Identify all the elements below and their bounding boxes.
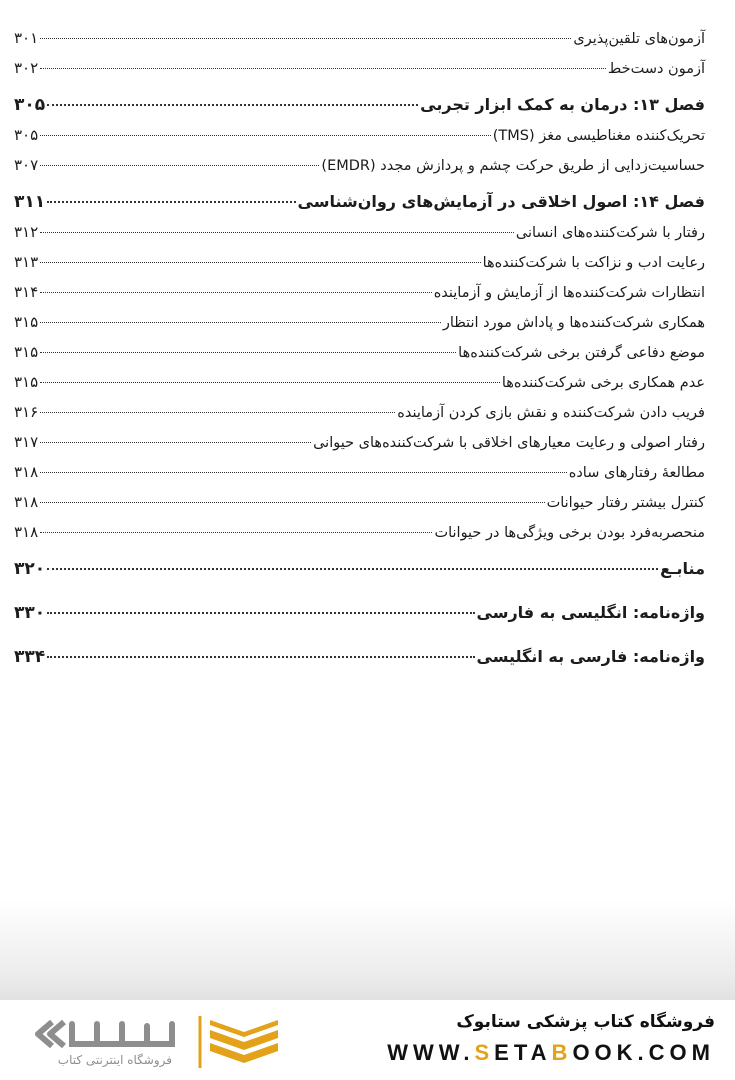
toc-chapter-row[interactable] [14, 554, 705, 584]
dot-leader [40, 502, 544, 503]
page-number: ۳۱۶ [14, 403, 39, 421]
dot-leader [40, 292, 432, 293]
url-part: OOK.COM [572, 1040, 715, 1065]
toc-entry-row[interactable] [14, 517, 705, 547]
toc-entry-row[interactable] [14, 337, 705, 367]
entry-title: مطالعۀ رفتارهای ساده [568, 465, 705, 481]
page-number: ۳۰۷ [14, 156, 39, 174]
store-name: فروشگاه کتاب پزشکی ستابوک [456, 1012, 715, 1032]
dot-leader [40, 352, 456, 353]
toc-chapter-row[interactable] [14, 90, 705, 120]
page-number: ۳۱۷ [14, 433, 39, 451]
page-number: ۳۰۵ [14, 126, 39, 144]
dot-leader [40, 322, 441, 323]
spacer [14, 628, 705, 642]
entry-title: کنترل بیشتر رفتار حیوانات [546, 495, 705, 511]
url-part: ETA [494, 1040, 552, 1065]
setabook-logo [22, 1012, 302, 1072]
page-number: ۳۱۵ [14, 373, 39, 391]
store-url[interactable] [387, 1040, 715, 1066]
entry-title: موضع دفاعی گرفتن برخی شرکت‌کننده‌ها [458, 345, 705, 361]
page-number: ۳۰۵ [14, 95, 46, 115]
url-highlight: S [474, 1040, 495, 1065]
entry-title: تحریک‌کننده مغناطیسی مغز (TMS) [492, 128, 705, 144]
dot-leader [47, 612, 474, 614]
dot-leader [47, 104, 418, 106]
toc-entry-row[interactable] [14, 307, 705, 337]
chapter-title: واژه‌نامه: انگلیسی به فارسی [476, 603, 705, 622]
logo-tagline: فروشگاه اینترنتی کتاب [57, 1053, 172, 1067]
toc-entry-row[interactable] [14, 120, 705, 150]
toc-entry-row[interactable] [14, 427, 705, 457]
toc-entry-row[interactable] [14, 277, 705, 307]
entry-title: حساسیت‌زدایی از طریق حرکت چشم و پردازش مجدد (EMDR) [321, 158, 705, 174]
page-number: ۳۱۸ [14, 523, 39, 541]
page-number: ۳۱۳ [14, 253, 39, 271]
entry-title: رفتار اصولی و رعایت معیارهای اخلاقی با شرکت‌کننده‌های حیوانی [313, 435, 705, 451]
entry-title: رعایت ادب و نزاکت با شرکت‌کننده‌ها [482, 255, 705, 271]
entry-title: همکاری شرکت‌کننده‌ها و پاداش مورد انتظار [442, 315, 705, 331]
dot-leader [47, 656, 474, 658]
toc-entry-row[interactable] [14, 217, 705, 247]
toc-entry-row[interactable] [14, 487, 705, 517]
chapter-title: فصل ۱۴: اصول اخلاقی در آزمایش‌های روان‌شناسی [297, 192, 705, 211]
dot-leader [40, 532, 432, 533]
toc-chapter-row[interactable] [14, 598, 705, 628]
dot-leader [40, 68, 606, 69]
chapter-title: واژه‌نامه: فارسی به انگلیسی [476, 647, 705, 666]
toc-entry-row[interactable] [14, 53, 705, 83]
page-number: ۳۱۴ [14, 283, 39, 301]
toc-entry-row[interactable] [14, 150, 705, 180]
dot-leader [40, 165, 319, 166]
toc-entry-row[interactable] [14, 23, 705, 53]
dot-leader [40, 135, 491, 136]
page-number: ۳۱۵ [14, 343, 39, 361]
spacer [14, 83, 705, 90]
dot-leader [47, 568, 658, 570]
toc-chapter-row[interactable] [14, 187, 705, 217]
toc-entry-row[interactable] [14, 247, 705, 277]
entry-title: منحصربه‌فرد بودن برخی ویژگی‌ها در حیوانات [434, 525, 705, 541]
table-of-contents [14, 23, 705, 672]
footer [0, 1000, 735, 1080]
logo-wordmark-shape [72, 1024, 172, 1044]
dot-leader [40, 232, 514, 233]
page-number: ۳۲۰ [14, 559, 46, 579]
entry-title: رفتار با شرکت‌کننده‌های انسانی [515, 225, 705, 241]
dot-leader [47, 201, 295, 203]
dot-leader [40, 442, 311, 443]
spacer [14, 547, 705, 554]
url-highlight: B [551, 1040, 573, 1065]
dot-leader [40, 262, 480, 263]
chapter-title: منابـع [660, 559, 705, 578]
dot-leader [40, 472, 567, 473]
page-number: ۳۳۴ [14, 647, 46, 667]
entry-title: فریب دادن شرکت‌کننده و نقش بازی کردن آزماینده [397, 405, 705, 421]
page-number: ۳۰۲ [14, 59, 39, 77]
page-number: ۳۱۲ [14, 223, 39, 241]
entry-title: انتظارات شرکت‌کننده‌ها از آزمایش و آزماینده [433, 285, 705, 301]
dot-leader [40, 38, 571, 39]
entry-title: آزمون دست‌خط [607, 61, 705, 77]
chapter-title: فصل ۱۳: درمان به کمک ابزار تجربی [420, 95, 705, 114]
page-number: ۳۰۱ [14, 29, 39, 47]
toc-entry-row[interactable] [14, 367, 705, 397]
page-number: ۳۱۱ [14, 192, 46, 212]
toc-entry-row[interactable] [14, 457, 705, 487]
page-number: ۳۱۸ [14, 493, 39, 511]
entry-title: عدم همکاری برخی شرکت‌کننده‌ها [501, 375, 705, 391]
spacer [14, 584, 705, 598]
page-number: ۳۱۸ [14, 463, 39, 481]
dot-leader [40, 412, 395, 413]
entry-title: آزمون‌های تلقین‌پذیری [573, 31, 705, 47]
toc-entry-row[interactable] [14, 397, 705, 427]
page-number: ۳۳۰ [14, 603, 46, 623]
spacer [14, 180, 705, 187]
toc-chapter-row[interactable] [14, 642, 705, 672]
page-number: ۳۱۵ [14, 313, 39, 331]
url-part: WWW. [387, 1040, 475, 1065]
dot-leader [40, 382, 500, 383]
